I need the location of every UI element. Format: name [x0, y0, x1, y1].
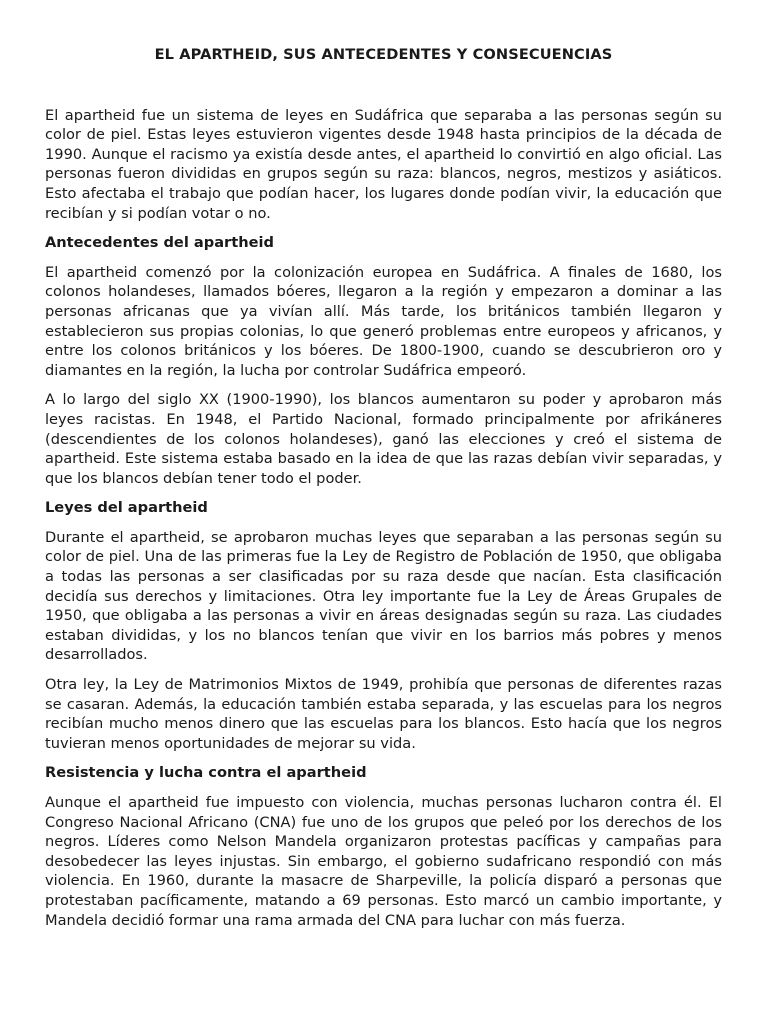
paragraph: A lo largo del siglo XX (1900-1990), los blancos aumentaron su poder y aprobaron más leyes racistas. En 1948, el Partido Nacional, formado principalmente por afrikáneres (descendientes de los colonos holandeses), ganó las elecciones y creó el sistema de apartheid. Este sistema estaba basado en la idea de que las razas debían vivir separadas, y que los blancos debían tener todo el poder. — [45, 391, 722, 487]
section-resistencia — [45, 763, 722, 930]
paragraph: El apartheid comenzó por la colonización europea en Sudáfrica. A finales de 1680, los colonos holandeses, llamados bóeres, llegaron a la región y empezaron a dominar a las personas africanas que ya vivían allí. Más tarde, los británicos también llegaron y establecieron sus propias colonias, lo que generó problemas entre europeos y africanos, y entre los colonos británicos y los bóeres. De 1800-1900, cuando se descubrieron oro y diamantes en la región, la lucha por controlar Sudáfrica empeoró. — [45, 263, 722, 379]
paragraph: Otra ley, la Ley de Matrimonios Mixtos de 1949, prohibía que personas de diferentes razas se casaran. Además, la educación también estaba separada, y las escuelas para los negros recibían mucho menos dinero que las escuelas para los blancos. Esto hacía que los negros tuvieran menos oportunidades de mejorar su vida. — [45, 676, 722, 752]
section-heading: Antecedentes del apartheid — [45, 234, 274, 252]
section-heading: Resistencia y lucha contra el apartheid — [45, 764, 367, 782]
intro-paragraph: El apartheid fue un sistema de leyes en Sudáfrica que separaba a las personas según su color de piel. Estas leyes estuvieron vigentes desde 1948 hasta principios de la década de 1990. Aunque el racismo ya existía desde antes, el apartheid lo convirtió en algo oficial. Las personas fueron divididas en grupos según su raza: blancos, negros, mestizos y asiáticos. Esto afectaba el trabajo que podían hacer, los lugares donde podían vivir, la educación que recibían y si podían votar o no. — [45, 106, 722, 222]
document-title: EL APARTHEID, SUS ANTECEDENTES Y CONSECUENCIAS — [154, 46, 613, 63]
paragraph: Durante el apartheid, se aprobaron muchas leyes que separaban a las personas según su color de piel. Una de las primeras fue la Ley de Registro de Población de 1950, que obligaba a todas las personas a ser clasificadas por su raza desde que nacían. Esta clasificación decidía sus derechos y limitaciones. Otra ley importante fue la Ley de Áreas Grupales de 1950, que obligaba a las personas a vivir en áreas designadas según su raza. Las ciudades estaban divididas, y los no blancos tenían que vivir en los barrios más pobres y menos desarrollados. — [45, 528, 722, 664]
section-antecedentes — [45, 233, 722, 488]
section-heading: Leyes del apartheid — [45, 499, 208, 517]
document-page — [45, 0, 722, 930]
section-leyes — [45, 498, 722, 753]
paragraph: Aunque el apartheid fue impuesto con violencia, muchas personas lucharon contra él. El Congreso Nacional Africano (CNA) fue uno de los grupos que peleó por los derechos de los negros. Líderes como Nelson Mandela organizaron protestas pacíficas y campañas para desobedecer las leyes injustas. Sin embargo, el gobierno sudafricano respondió con más violencia. En 1960, durante la masacre de Sharpeville, la policía disparó a personas que protestaban pacíficamente, matando a 69 personas. Esto marcó un cambio importante, y Mandela decidió formar una rama armada del CNA para luchar con más fuerza. — [45, 794, 722, 929]
